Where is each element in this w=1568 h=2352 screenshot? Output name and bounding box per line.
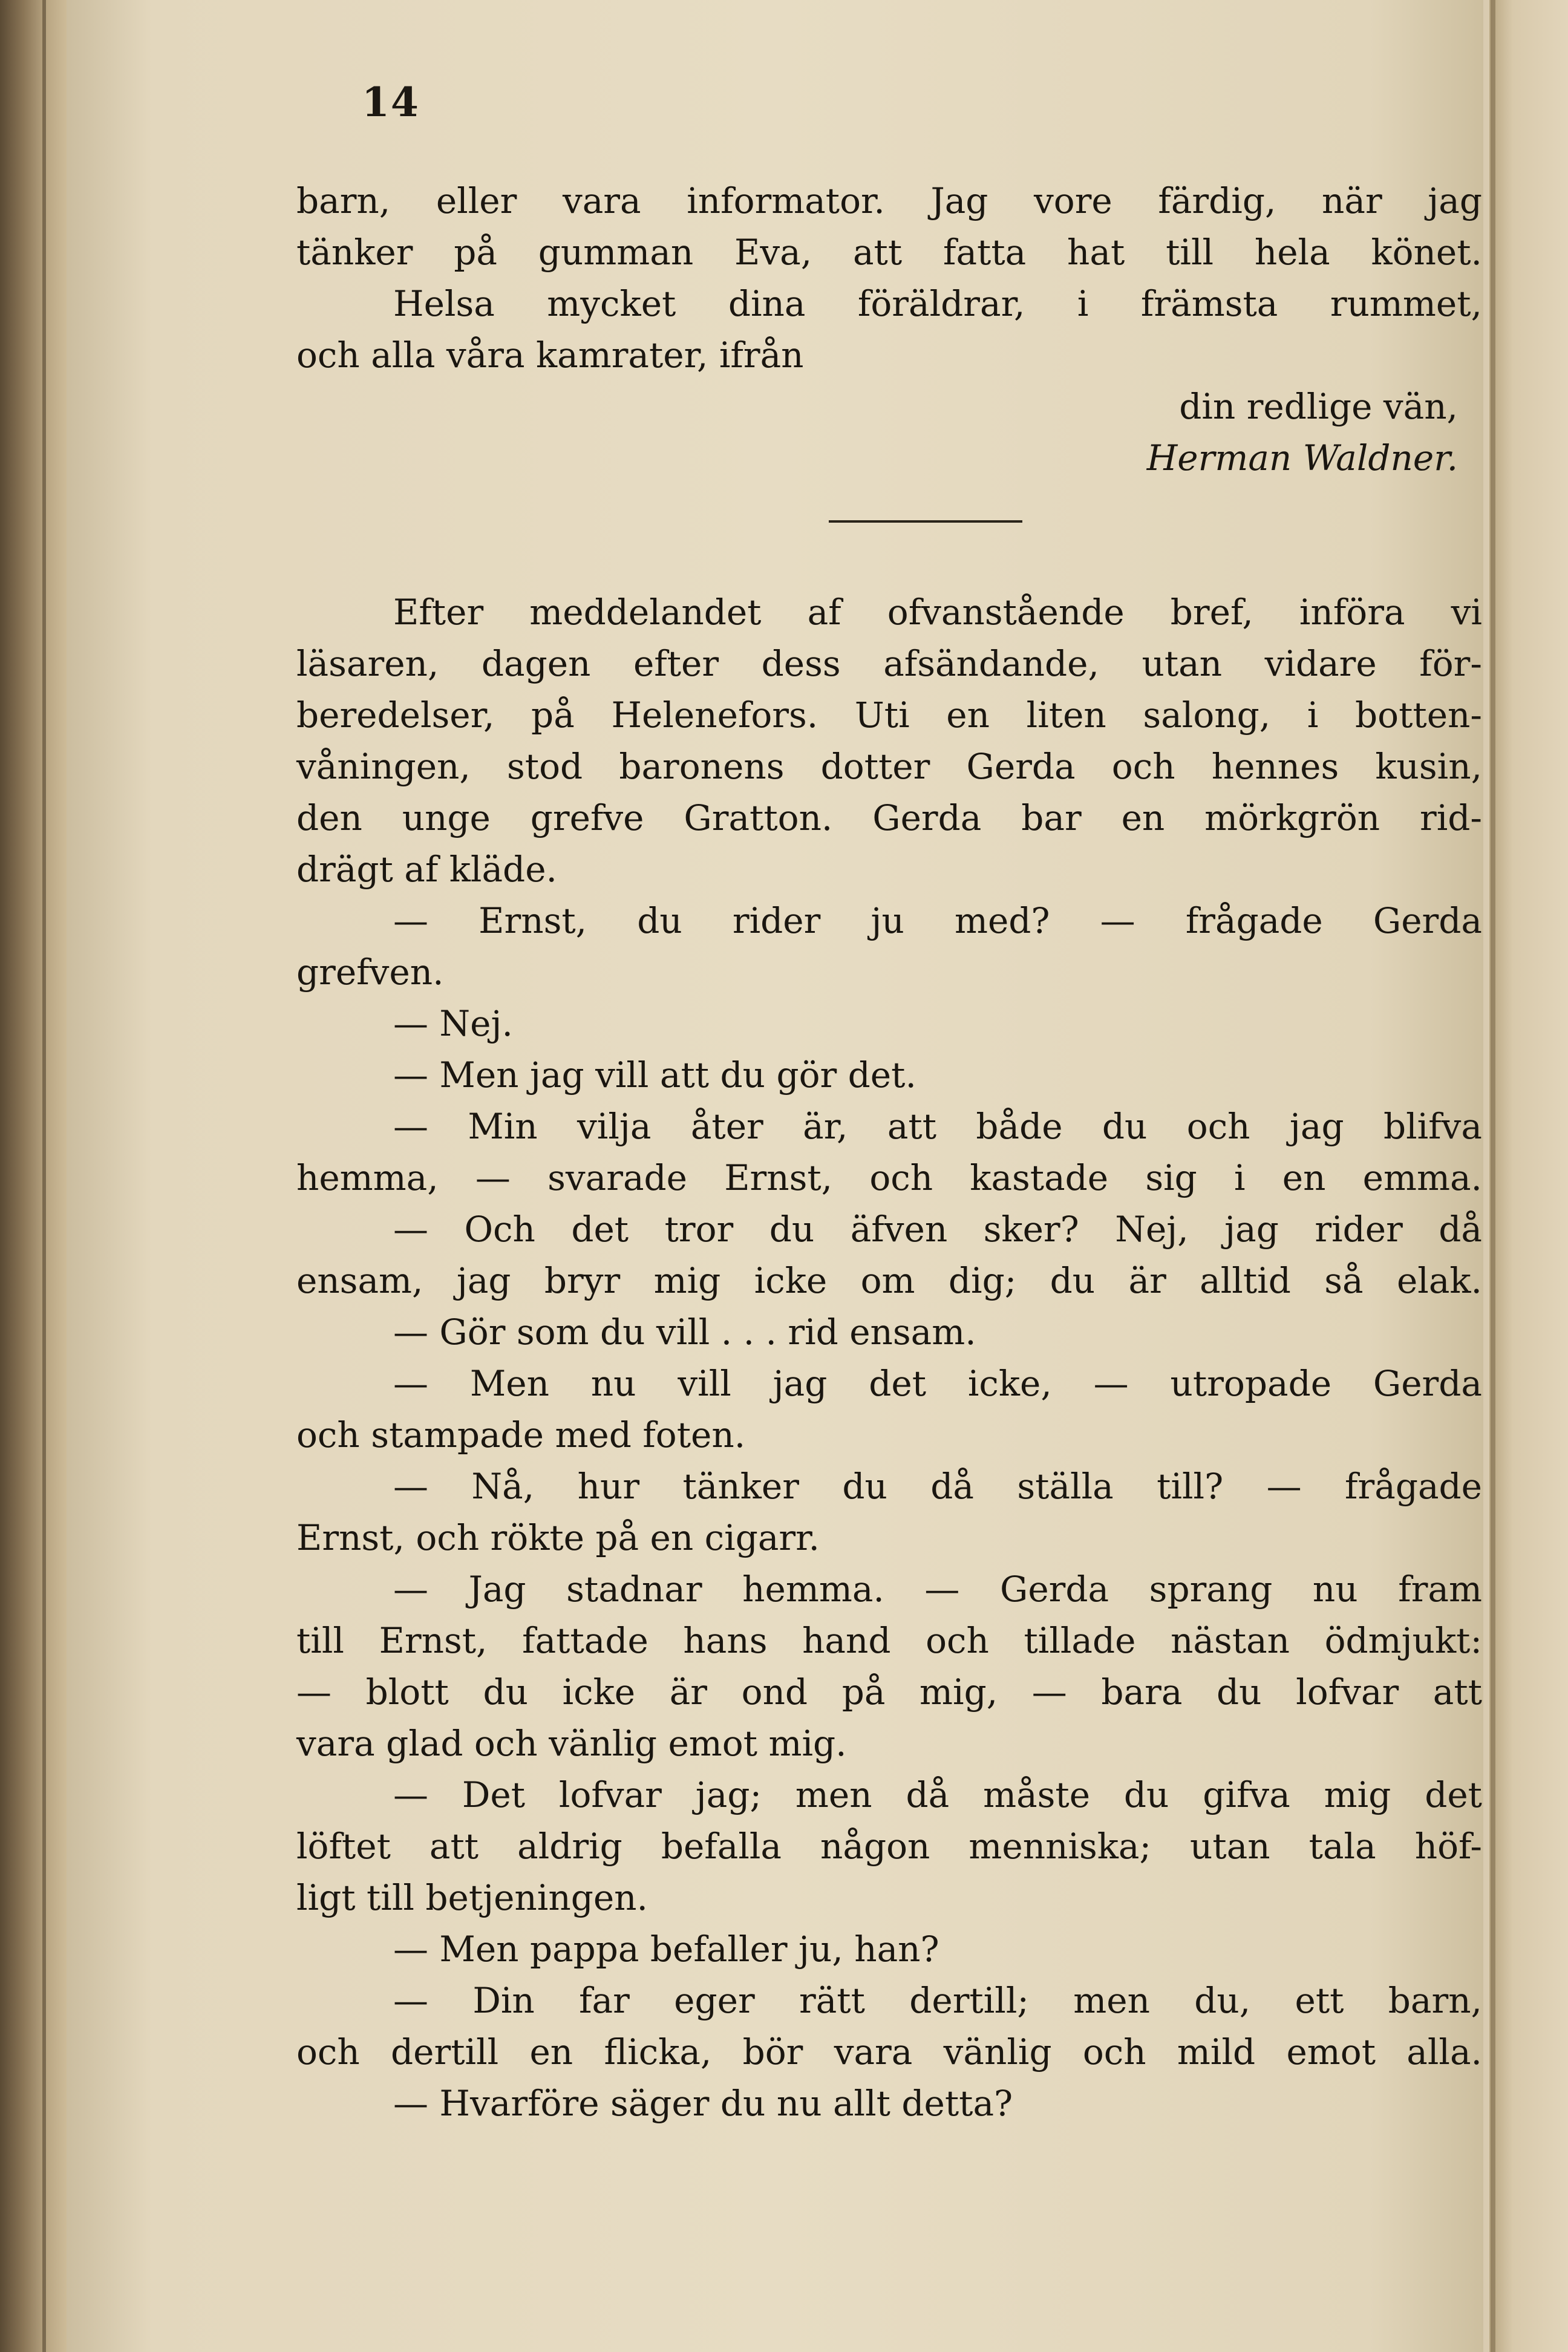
dialogue-line: grefven. (296, 952, 444, 993)
dialogue-line: Ernst, och rökte på en cigarr. (296, 1517, 820, 1558)
next-page-edge (1489, 0, 1568, 2352)
dialogue-line: och dertill en flicka, bör vara vänlig och mild emot alla. (296, 2031, 1482, 2073)
letter-line: och alla våra kamrater, ifrån (296, 335, 804, 376)
dialogue-line: hemma, — svarade Ernst, och kastade sig i en emma. (296, 1157, 1482, 1198)
narrative-line: den unge grefve Gratton. Gerda bar en mörkgrön rid- (296, 797, 1482, 838)
dialogue-line: — Gör som du vill . . . rid ensam. (393, 1312, 976, 1353)
dialogue-line: ligt till betjeningen. (296, 1877, 648, 1918)
letter-section (296, 175, 1482, 484)
narrative-section (296, 587, 1482, 895)
divider-rule (829, 520, 1022, 523)
page-gutter-line (1491, 0, 1495, 2352)
dialogue-line: — Ernst, du rider ju med? — frågade Gerda (393, 900, 1482, 941)
letter-line: barn, eller vara informator. Jag vore färdig, när jag (296, 180, 1482, 221)
letter-line: Helsa mycket dina föräldrar, i främsta rummet, (393, 283, 1482, 324)
book-page (67, 0, 1483, 2352)
narrative-line: våningen, stod baronens dotter Gerda och hennes kusin, (296, 746, 1482, 787)
narrative-line: drägt af kläde. (296, 849, 557, 890)
book-binding (0, 0, 67, 2352)
binding-shadow (42, 0, 46, 2352)
dialogue-line: — Men nu vill jag det icke, — utropade Gerda (393, 1363, 1482, 1404)
dialogue-line: — Och det tror du äfven sker? Nej, jag rider då (393, 1209, 1482, 1250)
dialogue-line: — Men pappa befaller ju, han? (393, 1929, 939, 1970)
narrative-line: beredelser, på Helenefors. Uti en liten salong, i botten- (296, 694, 1482, 736)
narrative-line: Efter meddelandet af ofvanstående bref, införa vi (393, 592, 1482, 633)
section-divider (296, 484, 1482, 587)
dialogue-line: — blott du icke är ond på mig, — bara du lofvar att (296, 1671, 1482, 1713)
dialogue-line: — Nej. (393, 1003, 513, 1044)
dialogue-line: ensam, jag bryr mig icke om dig; du är alltid så elak. (296, 1260, 1482, 1301)
letter-signature: Herman Waldner. (1146, 437, 1458, 479)
page-number: 14 (362, 79, 420, 126)
narrative-line: läsaren, dagen efter dess afsändande, utan vidare för- (296, 643, 1482, 684)
page-text (296, 175, 1482, 2129)
dialogue-line: och stampade med foten. (296, 1414, 746, 1455)
letter-closing: din redlige vän, (1179, 386, 1458, 427)
dialogue-line: — Jag stadnar hemma. — Gerda sprang nu fram (393, 1569, 1482, 1610)
dialogue-line: — Min vilja åter är, att både du och jag blifva (393, 1106, 1482, 1147)
dialogue-line: till Ernst, fattade hans hand och tillade nästan ödmjukt: (296, 1620, 1482, 1661)
dialogue-line: — Men jag vill att du gör det. (393, 1054, 916, 1096)
dialogue-section (296, 895, 1482, 2129)
letter-line: tänker på gumman Eva, att fatta hat till hela könet. (296, 232, 1482, 273)
dialogue-line: — Nå, hur tänker du då ställa till? — frågade (393, 1466, 1482, 1507)
dialogue-line: — Hvarföre säger du nu allt detta? (393, 2083, 1013, 2124)
dialogue-line: löftet att aldrig befalla någon menniska; utan tala höf- (296, 1826, 1482, 1867)
dialogue-line: — Din far eger rätt dertill; men du, ett barn, (393, 1980, 1482, 2021)
dialogue-line: vara glad och vänlig emot mig. (296, 1723, 847, 1764)
dialogue-line: — Det lofvar jag; men då måste du gifva mig det (393, 1774, 1482, 1815)
